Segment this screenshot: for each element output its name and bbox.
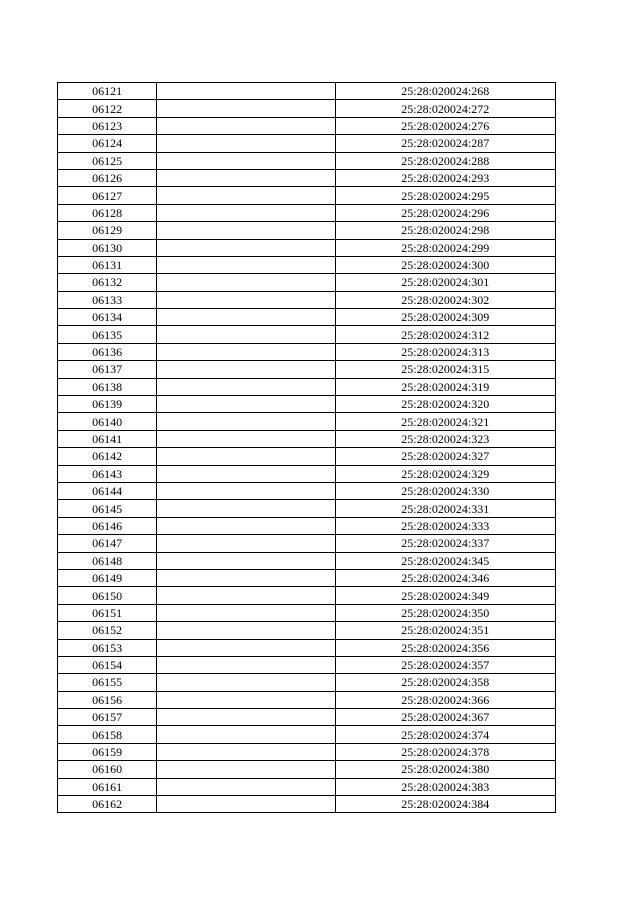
table-row xyxy=(58,413,556,430)
row-name-cell xyxy=(157,743,335,760)
row-name-cell xyxy=(157,239,335,256)
table-row xyxy=(58,135,556,152)
table-row xyxy=(58,778,556,795)
row-name-cell xyxy=(157,796,335,813)
table-row xyxy=(58,291,556,308)
cadastral-number-cell: 25:28:020024:293 xyxy=(335,169,555,186)
row-number-cell: 06153 xyxy=(58,639,157,656)
row-number-cell: 06122 xyxy=(58,100,157,117)
row-name-cell xyxy=(157,135,335,152)
cadastral-number-cell: 25:28:020024:358 xyxy=(335,674,555,691)
row-name-cell xyxy=(157,430,335,447)
row-number-cell: 06145 xyxy=(58,500,157,517)
table-row xyxy=(58,204,556,221)
cadastral-number-cell: 25:28:020024:300 xyxy=(335,256,555,273)
cadastral-number-cell: 25:28:020024:309 xyxy=(335,309,555,326)
table-row xyxy=(58,309,556,326)
row-number-cell: 06159 xyxy=(58,743,157,760)
cadastral-number-cell: 25:28:020024:383 xyxy=(335,778,555,795)
row-number-cell: 06136 xyxy=(58,343,157,360)
row-name-cell xyxy=(157,709,335,726)
row-name-cell xyxy=(157,274,335,291)
cadastral-number-cell: 25:28:020024:312 xyxy=(335,326,555,343)
row-number-cell: 06125 xyxy=(58,152,157,169)
cadastral-number-cell: 25:28:020024:350 xyxy=(335,604,555,621)
row-name-cell xyxy=(157,500,335,517)
cadastral-number-cell: 25:28:020024:320 xyxy=(335,396,555,413)
cadastral-number-cell: 25:28:020024:351 xyxy=(335,622,555,639)
row-name-cell xyxy=(157,587,335,604)
table-row xyxy=(58,500,556,517)
row-name-cell xyxy=(157,726,335,743)
row-name-cell xyxy=(157,100,335,117)
cadastral-number-cell: 25:28:020024:296 xyxy=(335,204,555,221)
row-name-cell xyxy=(157,378,335,395)
row-number-cell: 06156 xyxy=(58,691,157,708)
table-row xyxy=(58,169,556,186)
row-name-cell xyxy=(157,639,335,656)
row-name-cell xyxy=(157,396,335,413)
row-number-cell: 06143 xyxy=(58,465,157,482)
row-name-cell xyxy=(157,117,335,134)
cadastral-number-cell: 25:28:020024:268 xyxy=(335,83,555,100)
row-name-cell xyxy=(157,343,335,360)
table-row xyxy=(58,239,556,256)
table-row xyxy=(58,482,556,499)
cadastral-number-cell: 25:28:020024:287 xyxy=(335,135,555,152)
row-name-cell xyxy=(157,448,335,465)
table-row xyxy=(58,604,556,621)
row-number-cell: 06128 xyxy=(58,204,157,221)
row-number-cell: 06157 xyxy=(58,709,157,726)
cadastral-number-cell: 25:28:020024:378 xyxy=(335,743,555,760)
table-row xyxy=(58,222,556,239)
row-name-cell xyxy=(157,674,335,691)
cadastral-number-cell: 25:28:020024:349 xyxy=(335,587,555,604)
cadastral-number-cell: 25:28:020024:327 xyxy=(335,448,555,465)
row-name-cell xyxy=(157,656,335,673)
row-number-cell: 06147 xyxy=(58,535,157,552)
row-number-cell: 06126 xyxy=(58,169,157,186)
cadastral-number-cell: 25:28:020024:315 xyxy=(335,361,555,378)
table-row xyxy=(58,709,556,726)
table-row xyxy=(58,274,556,291)
table-row xyxy=(58,796,556,813)
row-number-cell: 06151 xyxy=(58,604,157,621)
cadastral-number-cell: 25:28:020024:337 xyxy=(335,535,555,552)
cadastral-number-cell: 25:28:020024:333 xyxy=(335,517,555,534)
row-number-cell: 06129 xyxy=(58,222,157,239)
row-number-cell: 06142 xyxy=(58,448,157,465)
table-row xyxy=(58,83,556,100)
table-row xyxy=(58,396,556,413)
cadastral-number-cell: 25:28:020024:313 xyxy=(335,343,555,360)
cadastral-number-cell: 25:28:020024:319 xyxy=(335,378,555,395)
row-number-cell: 06140 xyxy=(58,413,157,430)
row-number-cell: 06152 xyxy=(58,622,157,639)
cadastral-number-cell: 25:28:020024:298 xyxy=(335,222,555,239)
cadastral-number-cell: 25:28:020024:295 xyxy=(335,187,555,204)
row-number-cell: 06161 xyxy=(58,778,157,795)
row-number-cell: 06135 xyxy=(58,326,157,343)
row-name-cell xyxy=(157,465,335,482)
row-number-cell: 06123 xyxy=(58,117,157,134)
cadastral-number-cell: 25:28:020024:288 xyxy=(335,152,555,169)
cadastral-number-cell: 25:28:020024:276 xyxy=(335,117,555,134)
row-number-cell: 06148 xyxy=(58,552,157,569)
row-name-cell xyxy=(157,222,335,239)
cadastral-number-cell: 25:28:020024:366 xyxy=(335,691,555,708)
cadastral-number-cell: 25:28:020024:367 xyxy=(335,709,555,726)
cadastral-number-cell: 25:28:020024:380 xyxy=(335,761,555,778)
table-row xyxy=(58,552,556,569)
row-name-cell xyxy=(157,83,335,100)
row-name-cell xyxy=(157,604,335,621)
table-row xyxy=(58,761,556,778)
row-name-cell xyxy=(157,569,335,586)
table-body xyxy=(58,83,556,813)
row-name-cell xyxy=(157,778,335,795)
row-number-cell: 06149 xyxy=(58,569,157,586)
row-number-cell: 06137 xyxy=(58,361,157,378)
table-row xyxy=(58,361,556,378)
cadastral-table xyxy=(57,82,556,813)
table-row xyxy=(58,587,556,604)
row-number-cell: 06131 xyxy=(58,256,157,273)
row-name-cell xyxy=(157,552,335,569)
cadastral-number-cell: 25:28:020024:323 xyxy=(335,430,555,447)
table-row xyxy=(58,622,556,639)
row-name-cell xyxy=(157,482,335,499)
row-number-cell: 06154 xyxy=(58,656,157,673)
table-row xyxy=(58,674,556,691)
table-row xyxy=(58,100,556,117)
row-number-cell: 06130 xyxy=(58,239,157,256)
table-row xyxy=(58,117,556,134)
table-row xyxy=(58,378,556,395)
row-name-cell xyxy=(157,309,335,326)
row-name-cell xyxy=(157,535,335,552)
row-name-cell xyxy=(157,691,335,708)
row-number-cell: 06144 xyxy=(58,482,157,499)
cadastral-number-cell: 25:28:020024:331 xyxy=(335,500,555,517)
row-name-cell xyxy=(157,291,335,308)
cadastral-number-cell: 25:28:020024:356 xyxy=(335,639,555,656)
cadastral-number-cell: 25:28:020024:272 xyxy=(335,100,555,117)
row-number-cell: 06138 xyxy=(58,378,157,395)
table-row xyxy=(58,326,556,343)
row-number-cell: 06155 xyxy=(58,674,157,691)
row-name-cell xyxy=(157,622,335,639)
row-number-cell: 06132 xyxy=(58,274,157,291)
table-row xyxy=(58,743,556,760)
table-row xyxy=(58,726,556,743)
table-row xyxy=(58,187,556,204)
row-number-cell: 06150 xyxy=(58,587,157,604)
table-row xyxy=(58,639,556,656)
row-number-cell: 06124 xyxy=(58,135,157,152)
cadastral-number-cell: 25:28:020024:345 xyxy=(335,552,555,569)
row-name-cell xyxy=(157,187,335,204)
cadastral-number-cell: 25:28:020024:302 xyxy=(335,291,555,308)
row-number-cell: 06158 xyxy=(58,726,157,743)
cadastral-number-cell: 25:28:020024:357 xyxy=(335,656,555,673)
table-row xyxy=(58,256,556,273)
row-number-cell: 06121 xyxy=(58,83,157,100)
table-row xyxy=(58,569,556,586)
row-number-cell: 06160 xyxy=(58,761,157,778)
row-name-cell xyxy=(157,169,335,186)
cadastral-number-cell: 25:28:020024:329 xyxy=(335,465,555,482)
table-row xyxy=(58,691,556,708)
table-row xyxy=(58,465,556,482)
table-row xyxy=(58,448,556,465)
row-name-cell xyxy=(157,517,335,534)
cadastral-number-cell: 25:28:020024:321 xyxy=(335,413,555,430)
row-number-cell: 06134 xyxy=(58,309,157,326)
table-row xyxy=(58,152,556,169)
row-number-cell: 06139 xyxy=(58,396,157,413)
table-row xyxy=(58,656,556,673)
row-number-cell: 06133 xyxy=(58,291,157,308)
table-row xyxy=(58,517,556,534)
row-number-cell: 06146 xyxy=(58,517,157,534)
table-row xyxy=(58,535,556,552)
row-name-cell xyxy=(157,761,335,778)
row-number-cell: 06141 xyxy=(58,430,157,447)
row-name-cell xyxy=(157,204,335,221)
cadastral-number-cell: 25:28:020024:301 xyxy=(335,274,555,291)
row-number-cell: 06127 xyxy=(58,187,157,204)
row-name-cell xyxy=(157,413,335,430)
row-name-cell xyxy=(157,361,335,378)
cadastral-number-cell: 25:28:020024:374 xyxy=(335,726,555,743)
cadastral-number-cell: 25:28:020024:346 xyxy=(335,569,555,586)
cadastral-number-cell: 25:28:020024:384 xyxy=(335,796,555,813)
row-name-cell xyxy=(157,256,335,273)
row-name-cell xyxy=(157,326,335,343)
table-row xyxy=(58,430,556,447)
table-row xyxy=(58,343,556,360)
row-number-cell: 06162 xyxy=(58,796,157,813)
cadastral-number-cell: 25:28:020024:299 xyxy=(335,239,555,256)
cadastral-number-cell: 25:28:020024:330 xyxy=(335,482,555,499)
row-name-cell xyxy=(157,152,335,169)
